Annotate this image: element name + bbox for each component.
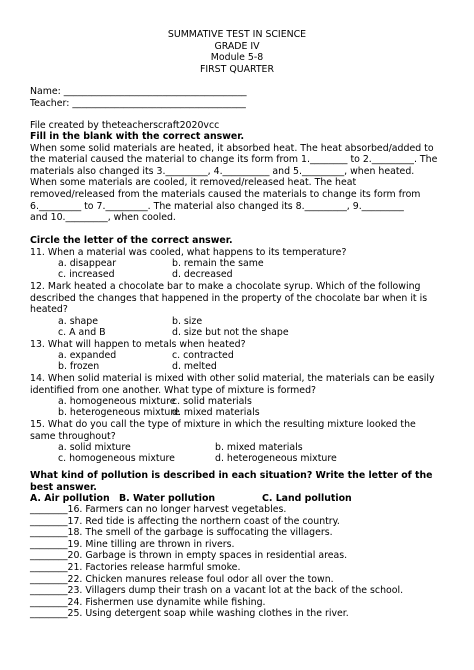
q13-option-b[interactable]: b. frozen <box>58 361 100 372</box>
test-title: SUMMATIVE TEST IN SCIENCE <box>167 29 307 40</box>
pollution-heading-line1: What kind of pollution is described in each situation? Write the letter of the <box>30 470 433 481</box>
q11-option-c[interactable]: c. increased <box>58 269 115 280</box>
q11-option-a[interactable]: a. disappear <box>58 258 117 269</box>
q14-option-d[interactable]: d. mixed materials <box>172 407 260 418</box>
fill-in-line: When some materials are cooled, it removed/released heat. The heat <box>30 177 357 189</box>
question-11-stem: 11. When a material was cooled, what happens to its temperature? <box>30 247 347 258</box>
q11-option-b[interactable]: b. remain the same <box>172 258 264 269</box>
module-label: Module 5-8 <box>210 52 264 64</box>
q15-option-c[interactable]: c. homogeneous mixture <box>58 453 175 464</box>
fill-in-line: 6._________ to 7._________. The material also changed its 8._________, 9._________ <box>30 200 404 212</box>
question-15-line: same throughout? <box>30 430 116 442</box>
pollution-heading-line2: best answer. <box>30 481 97 493</box>
choice-water-pollution: B. Water pollution <box>119 493 216 504</box>
question-14-stem <box>30 373 450 396</box>
item-17[interactable]: ________17. Red tide is affecting the northern coast of the country. <box>30 515 340 527</box>
pollution-section <box>30 470 450 493</box>
choice-air-pollution: A. Air pollution <box>30 493 110 504</box>
question-15-stem <box>30 419 450 442</box>
credit-line: File created by theteacherscraft2020vcc <box>30 120 220 131</box>
item-19[interactable]: ________19. Mine tilling are thrown in rivers. <box>30 538 235 550</box>
fill-in-line: the material caused the material to change its form from 1.________ to 2._________. The <box>30 154 438 166</box>
choice-land-pollution: C. Land pollution <box>262 493 352 504</box>
q12-option-c[interactable]: c. A and B <box>58 327 106 338</box>
question-15-line: 15. What do you call the type of mixture in which the resulting mixture looked the <box>30 419 416 430</box>
grade-label: GRADE IV <box>214 40 260 52</box>
pollution-items <box>30 504 450 620</box>
student-fields <box>30 86 450 109</box>
q14-option-b[interactable]: b. heterogeneous mixture <box>58 407 180 418</box>
test-header <box>0 29 474 75</box>
q12-option-d[interactable]: d. size but not the shape <box>172 327 289 338</box>
multiple-choice-section <box>30 235 450 247</box>
fill-in-line: materials also changed its 3._________, 4.__________ and 5._________, when heated. <box>30 165 415 177</box>
question-12-line: 12. Mark heated a chocolate bar to make a chocolate syrup. Which of the following <box>30 281 421 292</box>
item-24[interactable]: ________24. Fishermen use dynamite while fishing. <box>30 596 266 608</box>
fill-in-line: When some solid materials are heated, it absorbed heat. The heat absorbed/added to <box>30 142 434 154</box>
q13-option-a[interactable]: a. expanded <box>58 350 117 361</box>
fill-in-line: and 10._________, when cooled. <box>30 212 176 224</box>
fill-in-line: removed/released from the materials caused the materials to change its form from <box>30 188 421 200</box>
q12-option-a[interactable]: a. shape <box>58 316 98 327</box>
item-21[interactable]: ________21. Factories release harmful smoke. <box>30 561 241 573</box>
q11-option-d[interactable]: d. decreased <box>172 269 233 280</box>
question-12-line: heated? <box>30 304 68 316</box>
item-20[interactable]: ________20. Garbage is thrown in empty spaces in residential areas. <box>30 550 348 562</box>
question-12-stem <box>30 281 450 316</box>
q15-option-d[interactable]: d. heterogeneous mixture <box>215 453 337 464</box>
question-13-stem: 13. What will happen to metals when heated? <box>30 339 246 350</box>
q15-option-b[interactable]: b. mixed materials <box>215 442 303 453</box>
mc-heading: Circle the letter of the correct answer. <box>30 235 233 246</box>
fill-in-section <box>30 131 450 224</box>
fill-in-heading: Fill in the blank with the correct answer. <box>30 131 245 142</box>
q15-option-a[interactable]: a. solid mixture <box>58 442 131 453</box>
item-22[interactable]: ________22. Chicken manures release foul odor all over the town. <box>30 573 334 585</box>
question-14-line: 14. When solid material is mixed with other solid material, the materials can be easily <box>30 373 435 384</box>
quarter-label: FIRST QUARTER <box>200 63 274 75</box>
q14-option-a[interactable]: a. homogeneous mixture <box>58 396 176 407</box>
teacher-field[interactable]: Teacher: _____________________________________ <box>30 97 246 109</box>
q12-option-b[interactable]: b. size <box>172 316 203 327</box>
q14-option-c[interactable]: c. solid materials <box>172 396 252 407</box>
q13-option-c[interactable]: c. contracted <box>172 350 234 361</box>
q13-option-d[interactable]: d. melted <box>172 361 217 372</box>
question-14-line: identified from one another. What type of mixture is formed? <box>30 384 317 396</box>
question-12-line: described the changes that happened in the property of the chocolate bar when it is <box>30 292 428 304</box>
item-18[interactable]: ________18. The smell of the garbage is suffocating the villagers. <box>30 527 333 539</box>
item-25[interactable]: ________25. Using detergent soap while washing clothes in the river. <box>30 608 349 620</box>
item-16[interactable]: ________16. Farmers can no longer harvest vegetables. <box>30 504 287 515</box>
item-23[interactable]: ________23. Villagers dump their trash on a vacant lot at the back of the school. <box>30 585 404 597</box>
name-field[interactable]: Name: _______________________________________ <box>30 86 247 97</box>
